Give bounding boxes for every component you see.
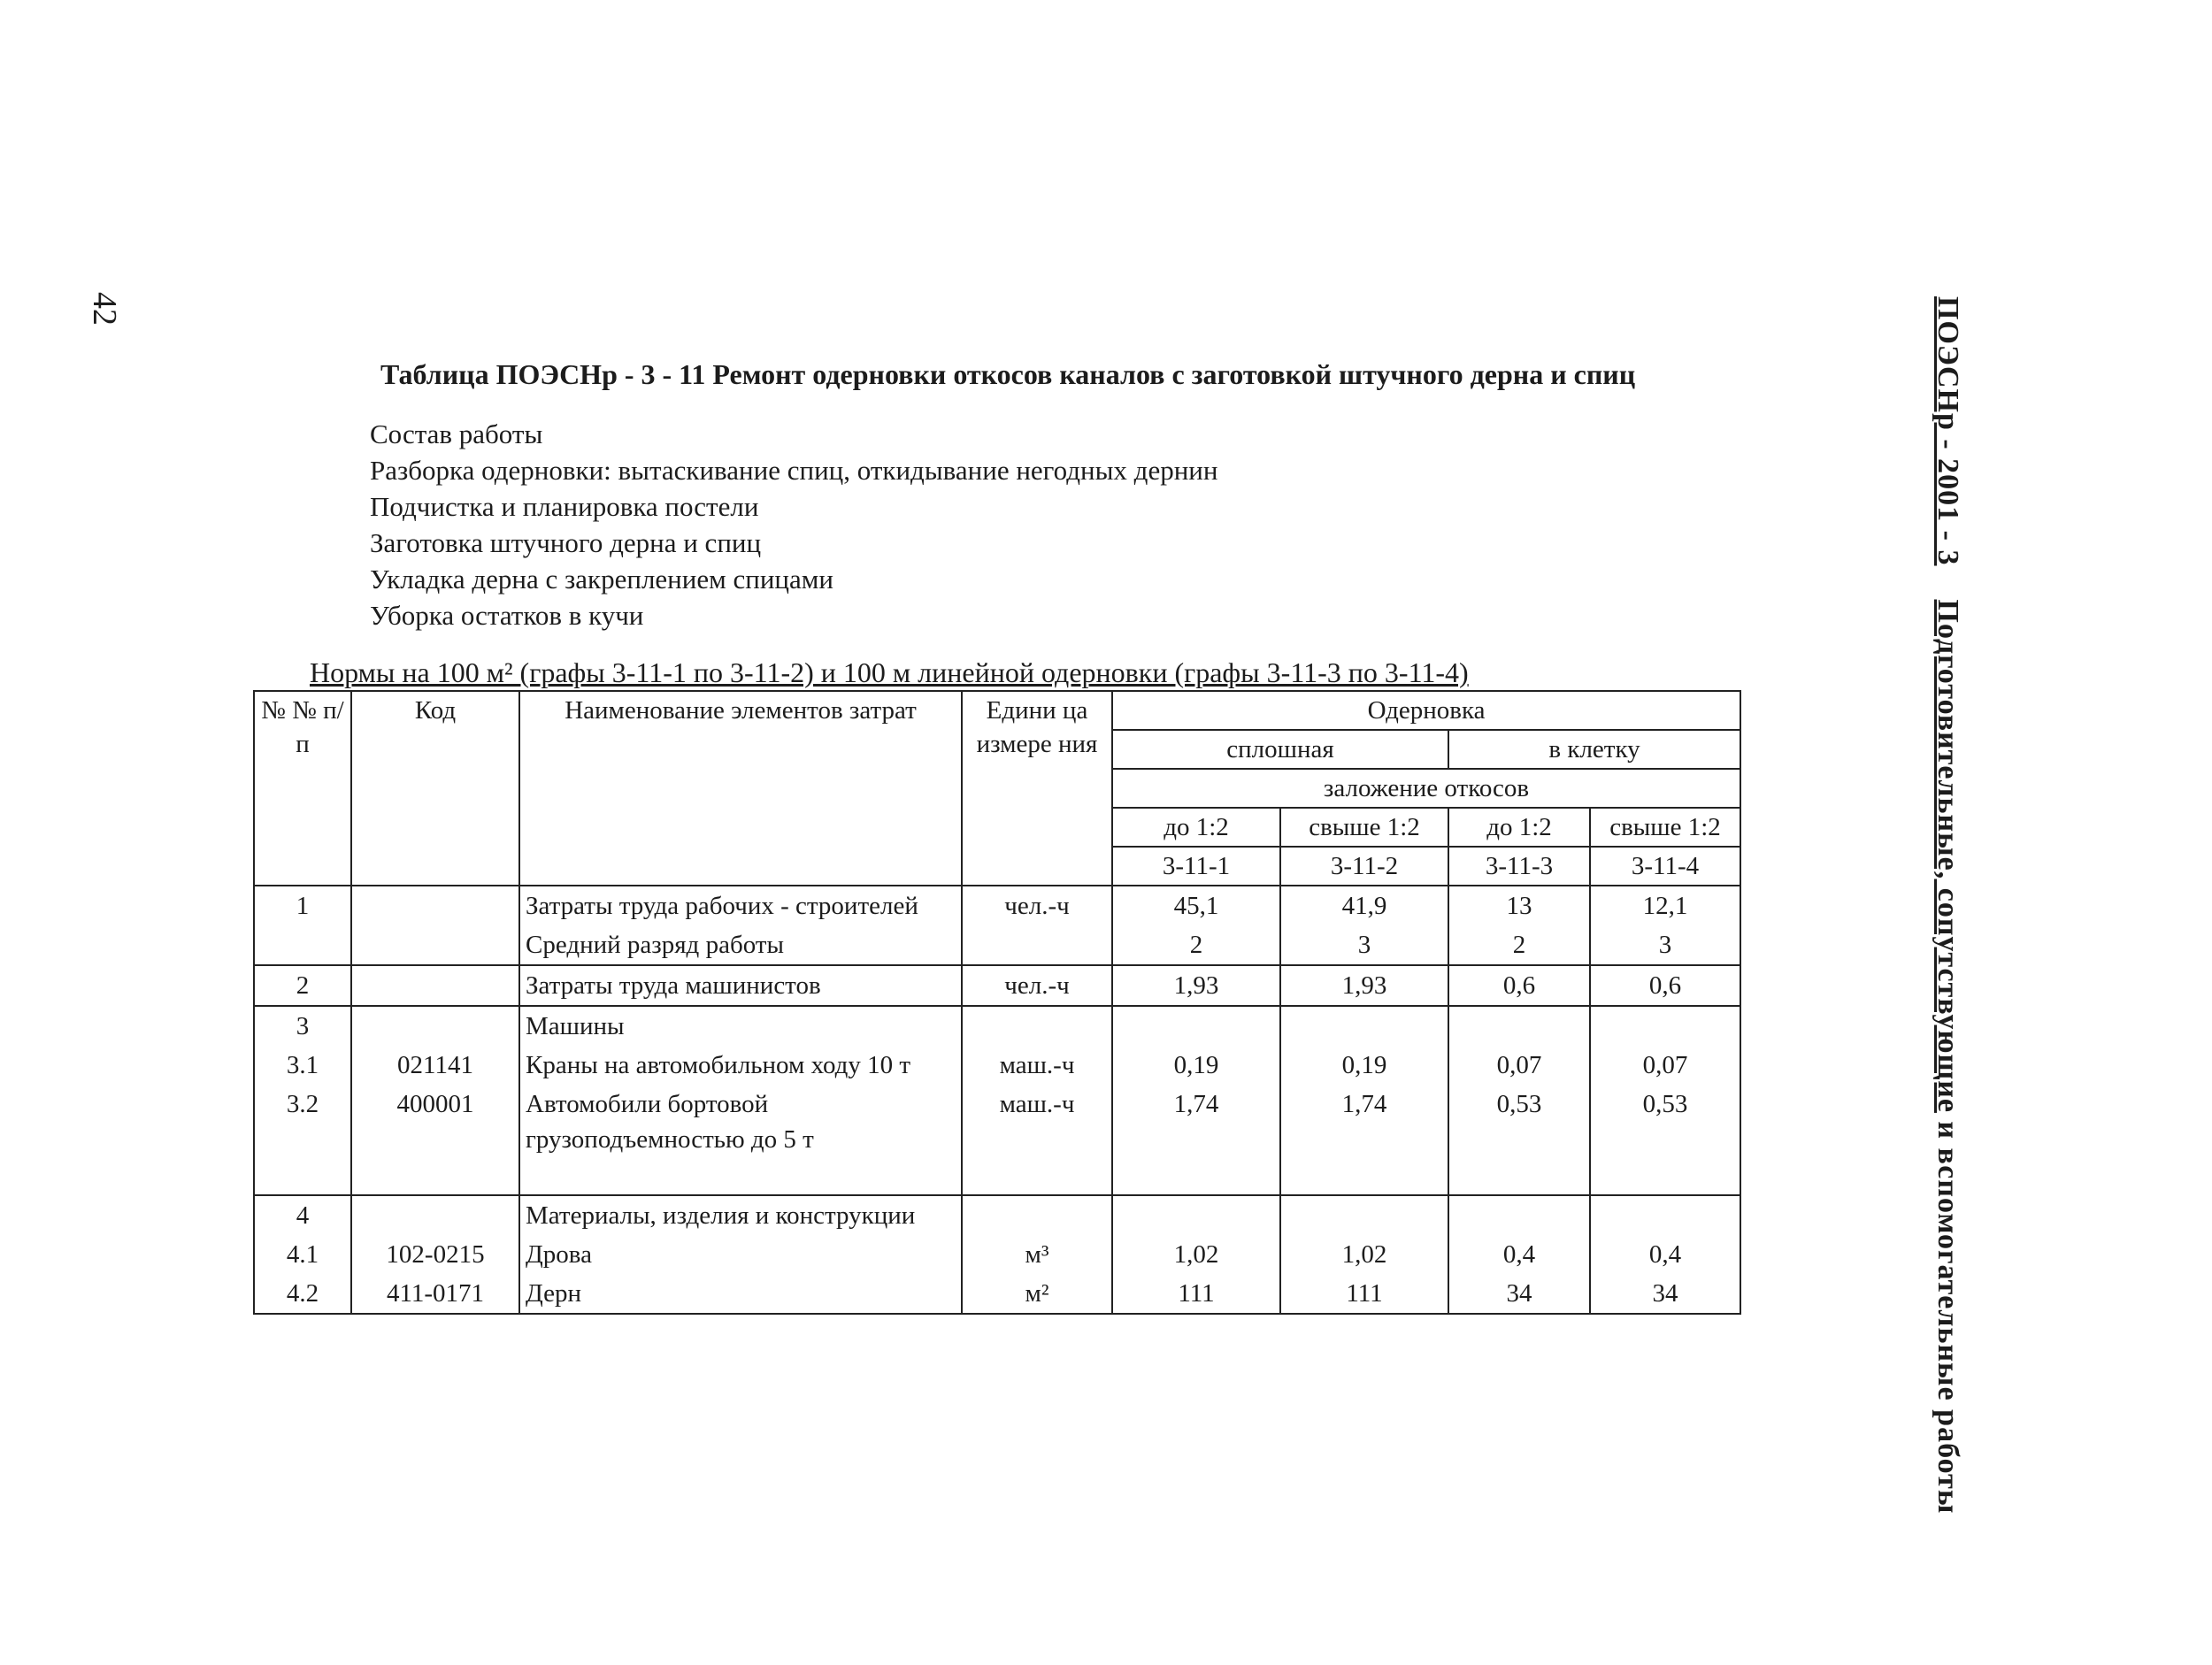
cell-value: 0,19 [1112,1046,1280,1085]
cell-value: 3 [1280,925,1448,965]
cell-name: Краны на автомобильном ходу 10 т [519,1046,962,1085]
section-title-part2: и вспомогательные работы [1932,1112,1964,1515]
header-slope: свыше 1:2 [1590,808,1740,847]
norms-table [253,690,1741,1315]
row-name: Автомобили бортовой грузоподъемностью до 5 т [526,1090,814,1154]
work-heading: Состав работы [370,418,543,449]
cell-unit: маш.-ч [962,1085,1112,1195]
cell-value: 45,1 [1112,886,1280,925]
cell-value: 2 [1112,925,1280,965]
cell-value: 2 [1448,925,1590,965]
work-item: Заготовка штучного дерна и спиц [370,527,762,558]
work-item: Укладка дерна с закреплением спицами [370,564,833,595]
header-col-code: 3-11-4 [1590,847,1740,886]
cell-value: 0,07 [1448,1046,1590,1085]
cell-name: Материалы, изделия и конструкции [519,1195,962,1235]
table-row [254,1235,1740,1274]
table-row [254,1085,1740,1195]
cell-num: 1 [254,886,351,925]
cell-name [519,1085,962,1195]
header-unit: Едини ца измере ния [962,691,1112,886]
cell-name: Средний разряд работы [519,925,962,965]
cell-unit: м³ [962,1235,1112,1274]
header-col-code: 3-11-3 [1448,847,1590,886]
work-item: Подчистка и планировка постели [370,491,759,522]
cell-value: 0,4 [1590,1235,1740,1274]
header-slope: до 1:2 [1112,808,1280,847]
header-col-code: 3-11-1 [1112,847,1280,886]
cell-value: 111 [1112,1274,1280,1314]
header-sploshnaya: сплошная [1112,730,1448,769]
table-row [254,1195,1740,1235]
cell-unit: чел.-ч [962,886,1112,925]
table-row [254,886,1740,925]
header-num: № № п/п [254,691,351,886]
header-zalozhenie: заложение откосов [1112,769,1740,808]
cell-value: 34 [1590,1274,1740,1314]
cell-value: 1,93 [1280,965,1448,1006]
work-composition [370,416,1217,633]
cell-unit: чел.-ч [962,965,1112,1006]
cell-value: 1,02 [1112,1235,1280,1274]
cell-name: Дерн [519,1274,962,1314]
cell-value: 1,74 [1280,1085,1448,1195]
table-row [254,1274,1740,1314]
header-slope: свыше 1:2 [1280,808,1448,847]
cell-value: 41,9 [1280,886,1448,925]
cell-value: 0,07 [1590,1046,1740,1085]
header-odernovka: Одерновка [1112,691,1740,730]
doc-code: ПОЭСНр - 2001 - 3 [1932,296,1964,566]
cell-value: 12,1 [1590,886,1740,925]
cell-num: 3.2 [254,1085,351,1195]
cell-num: 2 [254,965,351,1006]
table-row [254,965,1740,1006]
cell-value: 0,53 [1448,1085,1590,1195]
table-row [254,1046,1740,1085]
cell-value: 0,6 [1448,965,1590,1006]
cell-value: 0,19 [1280,1046,1448,1085]
header-name: Наименование элементов затрат [519,691,962,886]
header-code: Код [351,691,519,886]
cell-value: 111 [1280,1274,1448,1314]
cell-value: 34 [1448,1274,1590,1314]
header-col-code: 3-11-2 [1280,847,1448,886]
cell-num: 4 [254,1195,351,1235]
work-item: Уборка остатков в кучи [370,600,644,631]
section-title-part1: Подготовительные, сопутствующие [1932,599,1964,1113]
header-slope: до 1:2 [1448,808,1590,847]
cell-unit: м² [962,1274,1112,1314]
cell-name: Машины [519,1006,962,1046]
cell-code [351,965,519,1006]
cell-value: 1,74 [1112,1085,1280,1195]
cell-num: 3.1 [254,1046,351,1085]
page-number: 42 [86,292,123,326]
header-v-kletku: в клетку [1448,730,1740,769]
cell-num: 4.2 [254,1274,351,1314]
cell-name: Затраты труда машинистов [519,965,962,1006]
cell-num: 3 [254,1006,351,1046]
norms-line: Нормы на 100 м² (графы 3-11-1 по 3-11-2) и 100 м линейной одерновки (графы 3-11-3 по 3-11-4) [310,656,1469,688]
cell-value: 1,02 [1280,1235,1448,1274]
cell-code: 021141 [351,1046,519,1085]
work-item: Разборка одерновки: вытаскивание спиц, откидывание негодных дернин [370,455,1218,486]
cell-name: Затраты труда рабочих - строителей [519,886,962,925]
cell-num: 4.1 [254,1235,351,1274]
cell-code: 102-0215 [351,1235,519,1274]
cell-name: Дрова [519,1235,962,1274]
side-caption [1931,296,1964,1514]
cell-value: 3 [1590,925,1740,965]
cell-code: 400001 [351,1085,519,1195]
table-row [254,925,1740,965]
cell-value: 0,6 [1590,965,1740,1006]
cell-value: 13 [1448,886,1590,925]
cell-value: 1,93 [1112,965,1280,1006]
cell-code [351,886,519,925]
table-row [254,1006,1740,1046]
cell-code: 411-0171 [351,1274,519,1314]
cell-value: 0,4 [1448,1235,1590,1274]
cell-value: 0,53 [1590,1085,1740,1195]
cell-unit: маш.-ч [962,1046,1112,1085]
table-caption: Таблица ПОЭСНр - 3 - 11 Ремонт одерновки откосов каналов с заготовкой штучного дерна и спиц [380,358,1636,390]
